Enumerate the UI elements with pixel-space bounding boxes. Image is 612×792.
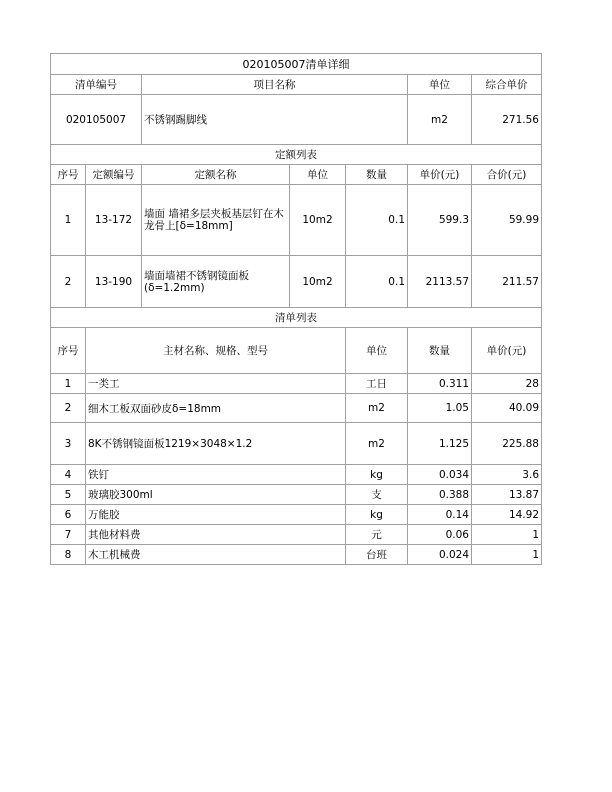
material-qty: 1.125 <box>408 423 472 465</box>
materials-col-price: 单价(元) <box>472 328 542 374</box>
item-header-row <box>51 75 542 95</box>
material-price: 1 <box>472 525 542 545</box>
material-no: 2 <box>51 394 86 423</box>
material-price: 28 <box>472 374 542 394</box>
material-price: 14.92 <box>472 505 542 525</box>
materials-col-unit: 单位 <box>346 328 408 374</box>
material-qty: 0.388 <box>408 485 472 505</box>
quota-name: 墙面 墙裙多层夹板基层钉在木龙骨上[δ=18mm] <box>142 185 290 256</box>
quota-row <box>51 185 542 256</box>
quota-col-unit: 单位 <box>290 165 346 185</box>
unit-label: 单位 <box>408 75 472 95</box>
material-name: 铁钉 <box>86 465 346 485</box>
material-price: 225.88 <box>472 423 542 465</box>
quota-row <box>51 256 542 308</box>
quota-price: 2113.57 <box>408 256 472 308</box>
material-qty: 0.06 <box>408 525 472 545</box>
quota-col-no: 序号 <box>51 165 86 185</box>
quota-name: 墙面墙裙不锈钢镜面板(δ=1.2mm) <box>142 256 290 308</box>
material-unit: 支 <box>346 485 408 505</box>
material-row <box>51 525 542 545</box>
material-unit: kg <box>346 505 408 525</box>
material-unit: m2 <box>346 394 408 423</box>
material-price: 1 <box>472 545 542 565</box>
quota-col-name: 定额名称 <box>142 165 290 185</box>
quota-qty: 0.1 <box>346 256 408 308</box>
material-no: 1 <box>51 374 86 394</box>
material-price: 13.87 <box>472 485 542 505</box>
materials-col-no: 序号 <box>51 328 86 374</box>
quota-col-code: 定额编号 <box>86 165 142 185</box>
title-row <box>51 54 542 75</box>
quota-total: 211.57 <box>472 256 542 308</box>
price-label: 综合单价 <box>472 75 542 95</box>
material-name: 细木工板双面砂皮δ=18mm <box>86 394 346 423</box>
materials-section-title: 清单列表 <box>51 308 542 328</box>
quota-code: 13-190 <box>86 256 142 308</box>
material-unit: m2 <box>346 423 408 465</box>
quota-unit: 10m2 <box>290 185 346 256</box>
material-qty: 0.034 <box>408 465 472 485</box>
material-no: 6 <box>51 505 86 525</box>
quota-col-price: 单价(元) <box>408 165 472 185</box>
quota-unit: 10m2 <box>290 256 346 308</box>
material-name: 玻璃胶300ml <box>86 485 346 505</box>
item-unit: m2 <box>408 95 472 145</box>
quota-section-row <box>51 145 542 165</box>
material-price: 3.6 <box>472 465 542 485</box>
material-no: 8 <box>51 545 86 565</box>
material-row <box>51 485 542 505</box>
material-no: 5 <box>51 485 86 505</box>
quota-no: 2 <box>51 256 86 308</box>
item-row <box>51 95 542 145</box>
quota-code: 13-172 <box>86 185 142 256</box>
material-name: 8K不锈钢镜面板1219×3048×1.2 <box>86 423 346 465</box>
material-no: 3 <box>51 423 86 465</box>
material-row <box>51 374 542 394</box>
material-row <box>51 465 542 485</box>
quota-no: 1 <box>51 185 86 256</box>
material-no: 7 <box>51 525 86 545</box>
material-unit: 台班 <box>346 545 408 565</box>
quota-col-qty: 数量 <box>346 165 408 185</box>
material-name: 一类工 <box>86 374 346 394</box>
quota-qty: 0.1 <box>346 185 408 256</box>
material-row <box>51 423 542 465</box>
material-price: 40.09 <box>472 394 542 423</box>
page-title: 020105007清单详细 <box>51 54 542 75</box>
material-no: 4 <box>51 465 86 485</box>
material-unit: kg <box>346 465 408 485</box>
materials-section-row <box>51 308 542 328</box>
material-unit: 工日 <box>346 374 408 394</box>
material-name: 其他材料费 <box>86 525 346 545</box>
quota-price: 599.3 <box>408 185 472 256</box>
item-price: 271.56 <box>472 95 542 145</box>
material-unit: 元 <box>346 525 408 545</box>
material-qty: 0.14 <box>408 505 472 525</box>
materials-header-row <box>51 328 542 374</box>
material-qty: 1.05 <box>408 394 472 423</box>
quota-total: 59.99 <box>472 185 542 256</box>
quota-section-title: 定额列表 <box>51 145 542 165</box>
quota-header-row <box>51 165 542 185</box>
material-name: 万能胶 <box>86 505 346 525</box>
name-label: 项目名称 <box>142 75 408 95</box>
material-qty: 0.311 <box>408 374 472 394</box>
materials-col-name: 主材名称、规格、型号 <box>86 328 346 374</box>
materials-col-qty: 数量 <box>408 328 472 374</box>
material-qty: 0.024 <box>408 545 472 565</box>
material-name: 木工机械费 <box>86 545 346 565</box>
item-code: 020105007 <box>51 95 142 145</box>
material-row <box>51 505 542 525</box>
bill-detail-table <box>50 53 542 565</box>
quota-col-total: 合价(元) <box>472 165 542 185</box>
material-row <box>51 545 542 565</box>
code-label: 清单编号 <box>51 75 142 95</box>
item-name: 不锈钢踢脚线 <box>142 95 408 145</box>
material-row <box>51 394 542 423</box>
